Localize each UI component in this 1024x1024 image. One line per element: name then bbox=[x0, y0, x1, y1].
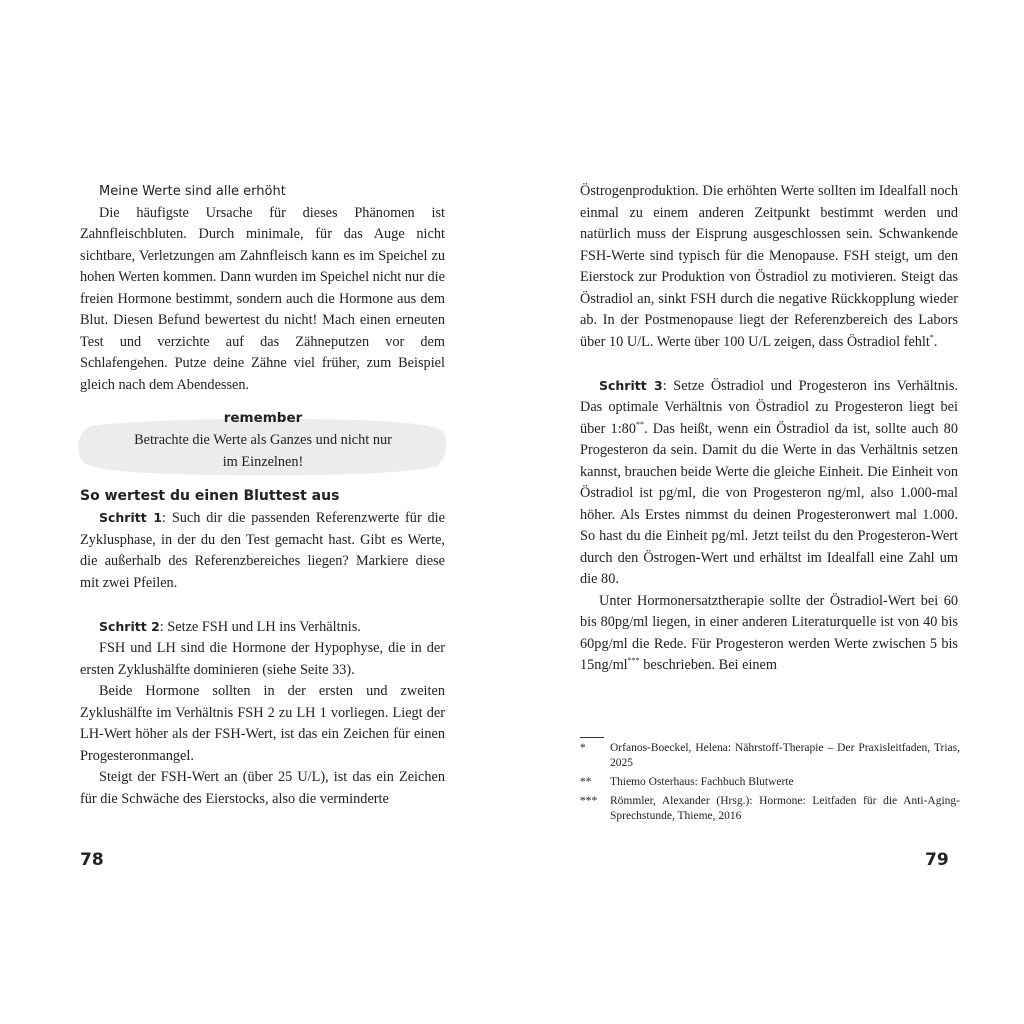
paragraph-text: beschrieben. Bei einem bbox=[639, 657, 778, 673]
remember-line: Betrachte die Werte als Ganzes und nicht nur bbox=[134, 432, 392, 448]
remember-box bbox=[77, 408, 449, 474]
paragraph-text: . bbox=[933, 333, 938, 350]
footnote-text: Römmler, Alexander (Hrsg.): Hormone: Leitfaden für die Anti-Aging-Sprechstunde, Thieme, 2016 bbox=[610, 795, 960, 822]
right-page bbox=[512, 0, 1024, 1024]
paragraph-gap bbox=[80, 594, 445, 616]
paragraph bbox=[580, 591, 958, 677]
paragraph-text: Östrogenproduktion. Die erhöhten Werte sollten im Idealfall noch einmal zu einem anderen Zeitpunkt bestimmt werden und natürlich muss der Eisprung ausgeschlossen sein. Schwankende FSH-Werte sind typisch für die Menopause. FSH steigt, um den Eierstock zur Produktion von Östradiol zu motivieren. Steigt das Östradiol an, sinkt FSH durch die negative Rückkopplung wieder ab. In der Postmenopause liegt der Referenzbereich des Labors über 10 U/L. Werte über 100 U/L zeigen, dass Östradiol fehlt bbox=[580, 183, 958, 350]
remember-text bbox=[77, 430, 449, 473]
step-3-text: : Setze Östradiol und Progesteron ins Verhältnis. Das optimale Verhältnis von Östradiol zu Progesteron liegt bei über 1:80 bbox=[580, 377, 959, 437]
step-2-text: : Setze FSH und LH ins Verhältnis. bbox=[159, 618, 361, 635]
remember-title: remember bbox=[223, 410, 303, 426]
right-text-column bbox=[580, 181, 958, 677]
paragraph bbox=[580, 181, 958, 353]
paragraph: Beide Hormone sollten in der ersten und zweiten Zyklushälfte im Verhältnis FSH 2 zu LH 1 vorliegen. Liegt der LH-Wert höher als der FSH-Wert, ist das ein Zeichen für einen Progesteronmangel. bbox=[80, 683, 445, 764]
footnote-ref: * bbox=[929, 332, 934, 342]
section-heading: So wertest du einen Bluttest aus bbox=[80, 488, 340, 504]
footnote bbox=[580, 794, 960, 824]
step-2-label: Schritt 2 bbox=[99, 618, 160, 634]
subheading: Meine Werte sind alle erhöht bbox=[99, 184, 286, 199]
paragraph: FSH und LH sind die Hormone der Hypophyse, die in der ersten Zyklushälfte dominieren (siehe Seite 33). bbox=[80, 640, 445, 678]
step-3-paragraph bbox=[580, 375, 958, 591]
paragraph: Steigt der FSH-Wert an (über 25 U/L), ist das ein Zeichen für die Schwäche des Eierstocks, also die verminderte bbox=[80, 769, 445, 807]
footnote bbox=[580, 741, 960, 771]
footnote-mark: *** bbox=[580, 795, 598, 807]
paragraph: Die häufigste Ursache für dieses Phänomen ist Zahnfleischbluten. Durch minimale, für das Auge nicht sichtbare, Verletzungen am Zahnfleisch kann es im Speichel zu hohen Werten kommen. Dann wurden im Speichel nicht nur die freien Hormone bestimmt, sondern auch die Hormone aus dem Blut. Diesen Befund bewertest du nicht! Mach einen erneuten Test und verzichte auf das Zähneputzen vor dem Schlafengehen. Putze deine Zähne viel früher, zum Beispiel gleich nach dem Abendessen. bbox=[80, 204, 445, 393]
step-1-label: Schritt 1 bbox=[99, 510, 163, 525]
footnote-ref: ** bbox=[635, 419, 644, 429]
step-2-paragraph bbox=[80, 616, 445, 639]
remember-line: im Einzelnen! bbox=[222, 453, 304, 470]
footnote-divider bbox=[580, 737, 604, 738]
page-number: 79 bbox=[925, 850, 949, 870]
page-number: 78 bbox=[80, 850, 104, 870]
footnotes bbox=[580, 741, 960, 828]
step-3-text: . Das heißt, wenn ein Östradiol da ist, sollte auch 80 Progesteron da sein. Damit du die Werte in das Verhältnis setzen kannst, brauchen beide Werte die gleiche Einheit. Die Einheit von Östradiol ist pg/ml, die von Progesteron ng/ml, also 1.000-mal höher. Als Erstes nimmst du deinen Progesteronwert mal 1.000. So hast du die Einheit pg/ml. Jetzt teilst du den Progesteron-Wert durch den Östrogen-Wert und erhältst im Idealfall eine Zahl um die 80. bbox=[580, 420, 958, 587]
footnote bbox=[580, 775, 960, 790]
step-1-paragraph bbox=[80, 507, 445, 594]
left-text-column bbox=[80, 181, 445, 810]
paragraph-text: Unter Hormonersatztherapie sollte der Östradiol-Wert bei 60 bis 80pg/ml liegen, in einer anderen Literaturquelle ist von 40 bis 60pg/ml die Rede. Für Progesteron werden Werte zwischen 5 bis 15ng/ml bbox=[580, 592, 958, 673]
step-1-text: : Such dir die passenden Referenzwerte für die Zyklusphase, in der du den Test gemacht hast. Gibt es Werte, die außerhalb des Referenzbereiches liegen? Markiere diese mit zwei Pfeilen. bbox=[80, 510, 446, 591]
footnote-mark: * bbox=[580, 742, 586, 754]
footnote-text: Orfanos-Boeckel, Helena: Nährstoff-Therapie – Der Praxisleitfaden, Trias, 2025 bbox=[610, 742, 960, 769]
footnote-mark: ** bbox=[580, 776, 592, 788]
footnote-ref: *** bbox=[627, 656, 640, 666]
footnote-text: Thiemo Osterhaus: Fachbuch Blutwerte bbox=[610, 776, 794, 788]
step-3-label: Schritt 3 bbox=[599, 377, 663, 393]
paragraph-gap bbox=[580, 353, 958, 375]
